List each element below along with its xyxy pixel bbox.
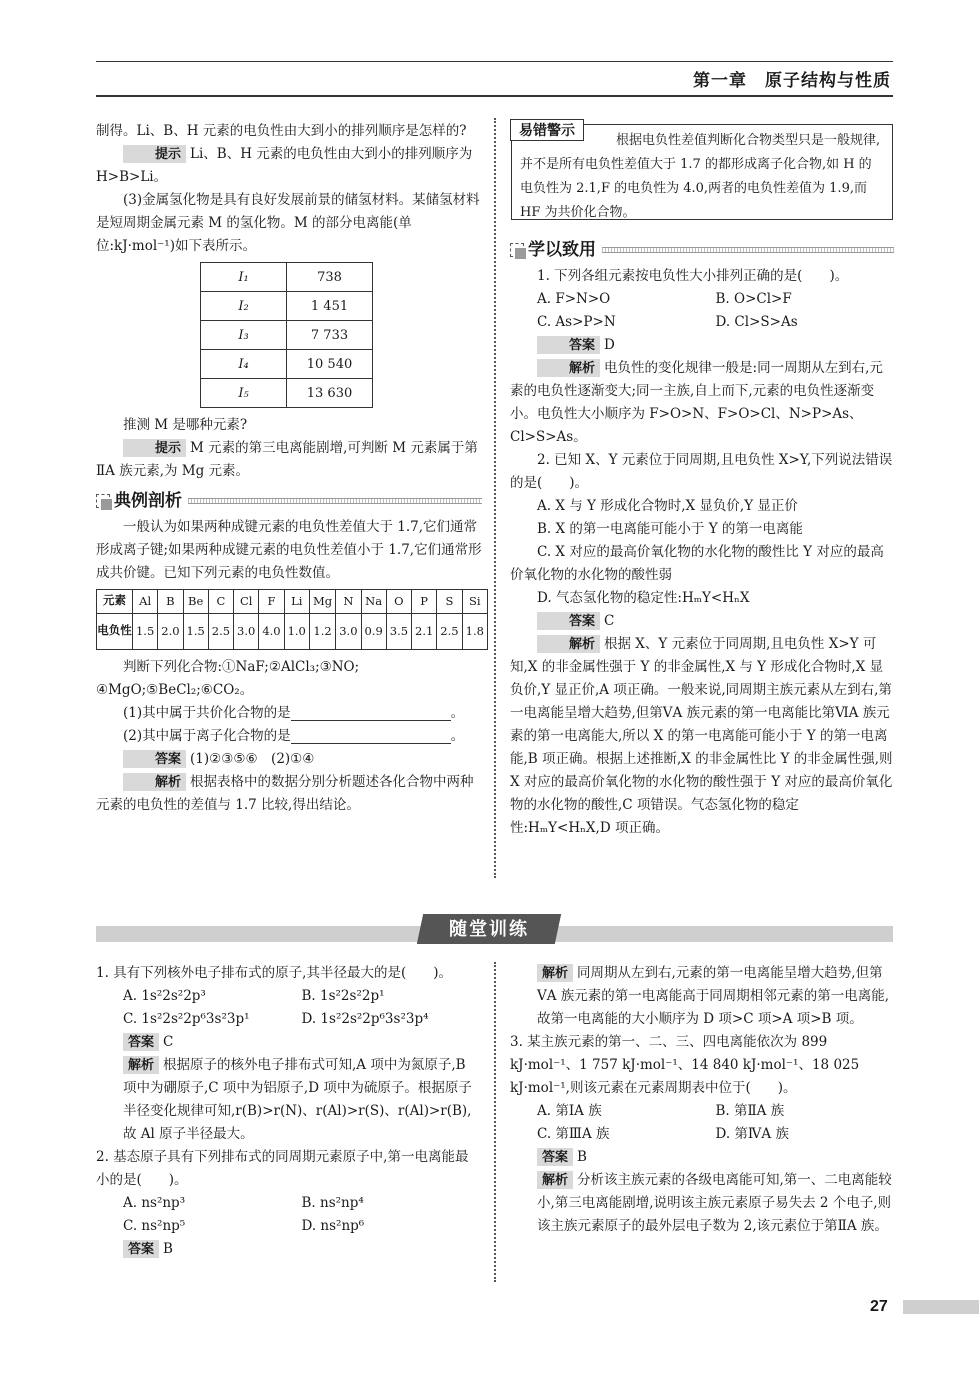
question: (2)其中属于离子化合物的是 — [123, 728, 291, 744]
answer-tag: 答案 — [537, 612, 600, 630]
analysis-text: 同周期从左到右,元素的第一电离能呈增大趋势,但第ⅤA 族元素的第一电离能高于同周期相邻元素的第一电离能,故第一电离能的大小顺序为 D 项>C 项>A 项>B 项。 — [537, 965, 890, 1027]
en-cell: 1.5 — [133, 614, 158, 650]
en-cell: 1.2 — [309, 614, 335, 650]
electronegativity-table — [96, 589, 488, 650]
option: C. 1s²2s²2p⁶3s²3p¹ — [123, 1011, 250, 1027]
section-icon — [510, 243, 524, 257]
paragraph: 一般认为如果两种成键元素的电负性差值大于 1.7,它们通常形成离子键;如果两种成键元素的电负性差值小于 1.7,它们通常形成共价键。已知下列元素的电负性数值。 — [96, 519, 482, 581]
paragraph: 制得。Li、B、H 元素的电负性由大到小的排列顺序是怎样的? — [96, 123, 467, 139]
en-cell: Be — [183, 590, 208, 614]
answer-tag: 答案 — [123, 1240, 159, 1258]
option: A. ns²np³ — [123, 1195, 186, 1211]
en-cell: 0.9 — [361, 614, 386, 650]
option: A. F>N>O — [537, 291, 611, 307]
ion-row — [201, 263, 373, 292]
section-title: 学以致用 — [528, 240, 596, 259]
answer-text: D — [604, 337, 615, 353]
en-cell: 3.0 — [234, 614, 259, 650]
en-cell: 2.5 — [208, 614, 233, 650]
ion-label: I₁ — [201, 263, 287, 292]
ion-value: 1 451 — [287, 292, 373, 321]
en-cell: 2.1 — [412, 614, 437, 650]
section-rule — [188, 498, 482, 504]
chapter-title: 第一章 原子结构与性质 — [693, 71, 891, 90]
en-cell: 4.0 — [259, 614, 284, 650]
answer-text: B — [577, 1149, 587, 1165]
answer-blank — [291, 730, 451, 744]
answer-tag: 答案 — [123, 1033, 159, 1051]
options — [510, 288, 894, 311]
ion-row — [201, 350, 373, 379]
en-cell: Mg — [309, 590, 335, 614]
ion-label: I₃ — [201, 321, 287, 350]
en-cell: F — [259, 590, 284, 614]
page-number: 27 — [870, 1298, 888, 1315]
option: D. Cl>S>As — [715, 314, 798, 330]
question: (1)其中属于共价化合物的是 — [123, 705, 291, 721]
option: D. 1s²2s²2p⁶3s²3p⁴ — [301, 1011, 429, 1027]
ionization-table — [200, 262, 373, 408]
analysis-text: 电负性的变化规律一般是:同一周期从左到右,元素的电负性逐渐变大;同一主族,自上而下,元素的电负性逐渐变小。电负性大小顺序为 F>O>N、F>O>Cl、N>P>As、Cl>S>As。 — [510, 360, 883, 445]
en-cell: Na — [361, 590, 386, 614]
en-cell: 1.0 — [284, 614, 309, 650]
en-cell: 2.0 — [158, 614, 183, 650]
answer-tag: 答案 — [537, 336, 600, 354]
en-cell: 3.0 — [336, 614, 361, 650]
analysis-text: 分析该主族元素的各级电离能可知,第一、二电离能较小,第三电离能剧增,说明该主族元素原子易失去 2 个电子,则该主族元素原子的最外层电子数为 2,该元素位于第ⅡA 族。 — [537, 1172, 892, 1234]
column-divider — [494, 118, 496, 878]
ion-label: I₂ — [201, 292, 287, 321]
option: A. X 与 Y 形成化合物时,X 显负价,Y 显正价 — [537, 498, 798, 514]
analysis-tag: 解析 — [537, 359, 600, 377]
option: A. 第ⅠA 族 — [537, 1103, 602, 1119]
en-cell: Si — [462, 590, 487, 614]
ion-value: 10 540 — [287, 350, 373, 379]
answer-tag: 答案 — [123, 750, 186, 768]
banner-text: 随堂训练 — [449, 919, 529, 939]
section-rule — [602, 247, 894, 253]
en-label: 元素 — [97, 590, 133, 614]
question: 1. 具有下列核外电子排布式的原子,其半径最大的是( )。 — [96, 965, 452, 981]
option: B. O>Cl>F — [715, 291, 792, 307]
ion-label: I₄ — [201, 350, 287, 379]
option: B. X 的第一电离能可能小于 Y 的第一电离能 — [537, 521, 803, 537]
option: B. 1s²2s²2p¹ — [301, 988, 385, 1004]
options — [510, 1100, 894, 1123]
analysis-tag: 解析 — [537, 1171, 573, 1189]
options — [96, 1008, 480, 1031]
ion-value: 13 630 — [287, 379, 373, 408]
analysis-tag: 解析 — [537, 635, 600, 653]
option: D. ns²np⁶ — [301, 1218, 365, 1234]
header-rule — [96, 61, 893, 62]
ion-row — [201, 379, 373, 408]
header-rule-bottom — [96, 95, 893, 97]
hint-tag: 提示 — [123, 439, 186, 457]
option: D. 气态氢化物的稳定性:HₘY<HₙX — [537, 590, 750, 606]
analysis-text: 根据 X、Y 元素位于同周期,且电负性 X>Y 可知,X 的非金属性强于 Y 的非金属性,X 与 Y 形成化合物时,X 显负价,Y 显正价,A 项正确。一般来说,同周期主族元素从左到右,第一电离能呈增大趋势,但第ⅤA 族元素的第一电离能比第ⅥA 族元素的第一电离能大,所以 X 的第一电离能可能小于 Y 的第一电离能,B 项正确。根据上述推断,X 的非金属性比 Y 的非金属性强,则 X 对应的最高价氧化物的水化物的酸性强于 Y 对应的最高价氧化物的水化物的酸性,C 项错误。气态氢化物的稳定性:HₘY<HₙX,D 项正确。 — [510, 636, 893, 836]
en-cell: O — [386, 590, 411, 614]
warning-box — [511, 124, 893, 220]
analysis-tag: 解析 — [123, 773, 186, 791]
option: C. ns²np⁵ — [123, 1218, 186, 1234]
en-cell: C — [208, 590, 233, 614]
banner-label — [417, 914, 561, 944]
paragraph: 判断下列化合物:①NaF;②AlCl₃;③NO; ④MgO;⑤BeCl₂;⑥CO₂。 — [96, 659, 373, 698]
ion-row — [201, 321, 373, 350]
page-number-bar — [903, 1300, 979, 1314]
paragraph: (3)金属氢化物是具有良好发展前景的储氢材料。某储氢材料是短周期金属元素 M 的氢化物。M 的部分电离能(单位:kJ·mol⁻¹)如下表所示。 — [96, 192, 480, 254]
en-row — [97, 590, 488, 614]
hint-tag: 提示 — [123, 145, 186, 163]
option: C. As>P>N — [537, 314, 616, 330]
en-cell: Cl — [234, 590, 259, 614]
hint-text: Li、B、H 元素的电负性由大到小的排列顺序为 H>B>Li。 — [96, 146, 473, 185]
section-icon — [96, 494, 110, 508]
options — [510, 311, 894, 334]
practice-right — [510, 962, 894, 1238]
option: B. ns²np⁴ — [301, 1195, 364, 1211]
options — [96, 985, 480, 1008]
practice-left — [96, 962, 480, 1261]
options — [510, 1123, 894, 1146]
question: 推测 M 是哪种元素? — [123, 417, 248, 433]
section-heading-apply — [510, 238, 894, 261]
answer-text: B — [163, 1241, 173, 1257]
ion-value: 7 733 — [287, 321, 373, 350]
question: 1. 下列各组元素按电负性大小排列正确的是( )。 — [537, 268, 849, 284]
hint-text: M 元素的第三电离能剧增,可判断 M 元素属于第ⅡA 族元素,为 Mg 元素。 — [96, 440, 478, 479]
en-cell: 1.5 — [183, 614, 208, 650]
warning-tag: 易错警示 — [510, 119, 584, 141]
option: C. X 对应的最高价氧化物的水化物的酸性比 Y 对应的最高价氧化物的水化物的酸性弱 — [510, 544, 884, 583]
left-column: 制得。Li、B、H 元素的电负性由大到小的排列顺序是怎样的? 提示 Li、B、H 元素的电负性由大到小的排列顺序为 H>B>Li。 (3)金属氢化物是具有良好发展前景的储氢材料。某储氢材料是短周期金属元素 M 的氢化物。M 的部分电离能(单位:kJ·mol⁻¹)如下表所示。 I₁ 738 I₂ 1 451 I₃ 7 733 I₄ 10 540 I₅ 13 630 推测 M 是哪种元素? 提示 M 元素的第三电离能剧增,可判断 M 元素属于第ⅡA 族元素,为 Mg 元素。 典例剖析 一般认为如果两种成键元素的电负性差值大于 1.7,它们通常形成离子键;如果两种成键元素的电负性差值小于 1.7,它们通常形成共价键。已知下列元素的电负性数值。 元素 Al B Be C Cl F Li Mg N Na O P S Si 电负性 1.5 2.0 1.5 2.5 3.0 4.0 1.0 1.2 3.0 0.9 3.5 2.1 2.5 1.8 判断下列化合物:①NaF;②AlCl₃;③NO; ④MgO;⑤BeCl₂;⑥CO₂。 (1)其中属于共价化合物的是 。 (2)其中属于离子化合物的是 。 答案 (1)②③⑤⑥ (2)①④ 解析 根据表格中的数据分别分析题述各化合物中两种元素的电负性的差值与 1.7 比较,得出结论。 — [96, 120, 482, 817]
en-cell: 3.5 — [386, 614, 411, 650]
option: D. 第ⅣA 族 — [715, 1126, 789, 1142]
section-title: 典例剖析 — [114, 491, 182, 510]
option: A. 1s²2s²2p³ — [123, 988, 206, 1004]
analysis-tag: 解析 — [537, 964, 573, 982]
en-cell: Li — [284, 590, 309, 614]
analysis-text: 根据表格中的数据分别分析题述各化合物中两种元素的电负性的差值与 1.7 比较,得出结论。 — [96, 774, 474, 813]
question: 2. 基态原子具有下列排布式的同周期元素原子中,第一电离能最小的是( )。 — [96, 1149, 469, 1188]
analysis-tag: 解析 — [123, 1056, 159, 1074]
warning-text: 根据电负性差值判断化合物类型只是一般规律,并不是所有电负性差值大于 1.7 的都形成离子化合物,如 H 的电负性为 2.1,F 的电负性为 4.0,两者的电负性差值为 1.9,而 HF 为共价化合物。 — [520, 133, 881, 220]
right-column — [510, 232, 894, 840]
en-row — [97, 614, 488, 650]
options — [96, 1215, 480, 1238]
option: B. 第ⅡA 族 — [715, 1103, 785, 1119]
ion-value: 738 — [287, 263, 373, 292]
answer-text: C — [163, 1034, 174, 1050]
ion-row — [201, 292, 373, 321]
en-cell: N — [336, 590, 361, 614]
en-label: 电负性 — [97, 614, 133, 650]
answer-text: C — [604, 613, 615, 629]
answer-text: (1)②③⑤⑥ (2)①④ — [190, 751, 315, 767]
section-heading-example — [96, 489, 482, 512]
answer-tag: 答案 — [537, 1148, 573, 1166]
en-cell: S — [437, 590, 462, 614]
answer-blank — [291, 707, 451, 721]
ion-label: I₅ — [201, 379, 287, 408]
column-divider-bottom — [494, 962, 496, 1282]
en-cell: P — [412, 590, 437, 614]
analysis-text: 根据原子的核外电子排布式可知,A 项中为氮原子,B 项中为硼原子,C 项中为铝原子,D 项中为硫原子。根据原子半径变化规律可知,r(B)>r(N)、r(Al)>r(S)、r(Al)>r(B),故 Al 原子半径最大。 — [123, 1057, 472, 1142]
en-cell: B — [158, 590, 183, 614]
option: C. 第ⅢA 族 — [537, 1126, 610, 1142]
question: 3. 某主族元素的第一、二、三、四电离能依次为 899 kJ·mol⁻¹、1 757 kJ·mol⁻¹、14 840 kJ·mol⁻¹、18 025 kJ·mol⁻¹,则该元素在元素周期表中位于( )。 — [510, 1034, 860, 1096]
en-cell: 1.8 — [462, 614, 487, 650]
question: 2. 已知 X、Y 元素位于同周期,且电负性 X>Y,下列说法错误的是( )。 — [510, 452, 893, 491]
en-cell: 2.5 — [437, 614, 462, 650]
options — [96, 1192, 480, 1215]
en-cell: Al — [133, 590, 158, 614]
